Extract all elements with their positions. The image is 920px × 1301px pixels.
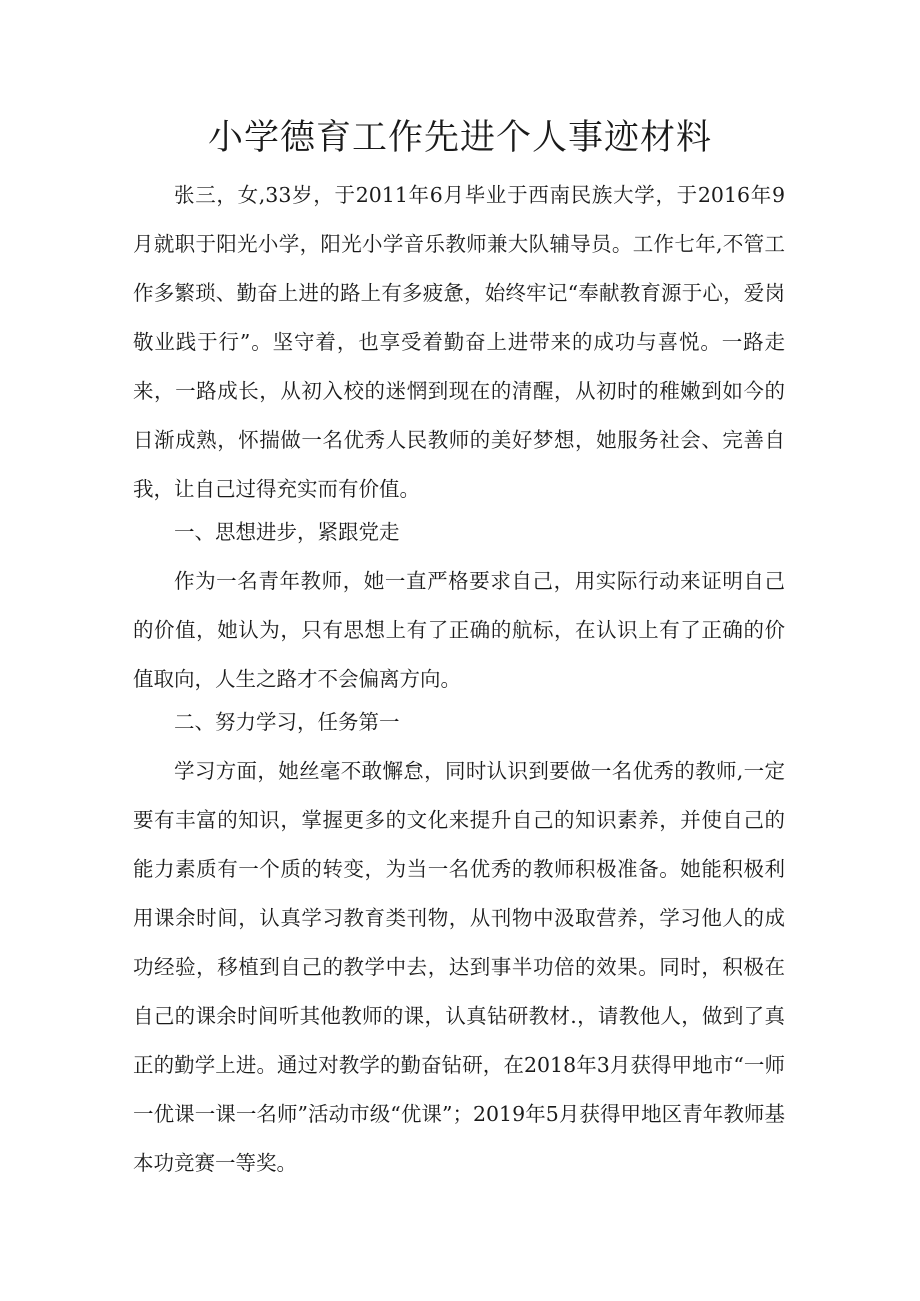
section-2-paragraph: 学习方面，她丝毫不敢懈怠，同时认识到要做一名优秀的教师,一定要有丰富的知识，掌握更多的文化来提升自己的知识素养，并使自己的能力素质有一个质的转变，为当一名优秀的教师积极准备。她能积极利用课余时间，认真学习教育类刊物，从刊物中汲取营养，学习他人的成功经验，移植到自己的教学中去，达到事半功倍的效果。同时，积极在自己的课余时间听其他教师的课，认真钻研教材.，请教他人，做到了真正的勤学上进。通过对教学的勤奋钻研，在2018年3月获得甲地市“一师一优课一课一名师”活动市级“优课”；2019年5月获得甲地区青年教师基本功竞赛一等奖。 [133,759,785,1175]
document-title: 小学德育工作先进个人事迹材料 [207,118,712,158]
intro-paragraph: 张三，女,33岁，于2011年6月毕业于西南民族大学，于2016年9月就职于阳光小学，阳光小学音乐教师兼大队辅导员。工作七年,不管工作多繁琐、勤奋上进的路上有多疲惫，始终牢记“奉献教育源于心，爱岗敬业践于行”。坚守着，也享受着勤奋上进带来的成功与喜悦。一路走来，一路成长，从初入校的迷惘到现在的清醒，从初时的稚嫩到如今的日渐成熟，怀揣做一名优秀人民教师的美好梦想，她服务社会、完善自我，让自己过得充实而有价值。 [133,183,785,501]
section-heading-2: 二、努力学习，任务第一 [174,710,400,734]
section-1-paragraph: 作为一名青年教师，她一直严格要求自己，用实际行动来证明自己的价值，她认为，只有思想上有了正确的航标，在认识上有了正确的价值取向，人生之路才不会偏离方向。 [133,569,785,691]
section-heading-1: 一、思想进步，紧跟党走 [174,520,400,544]
